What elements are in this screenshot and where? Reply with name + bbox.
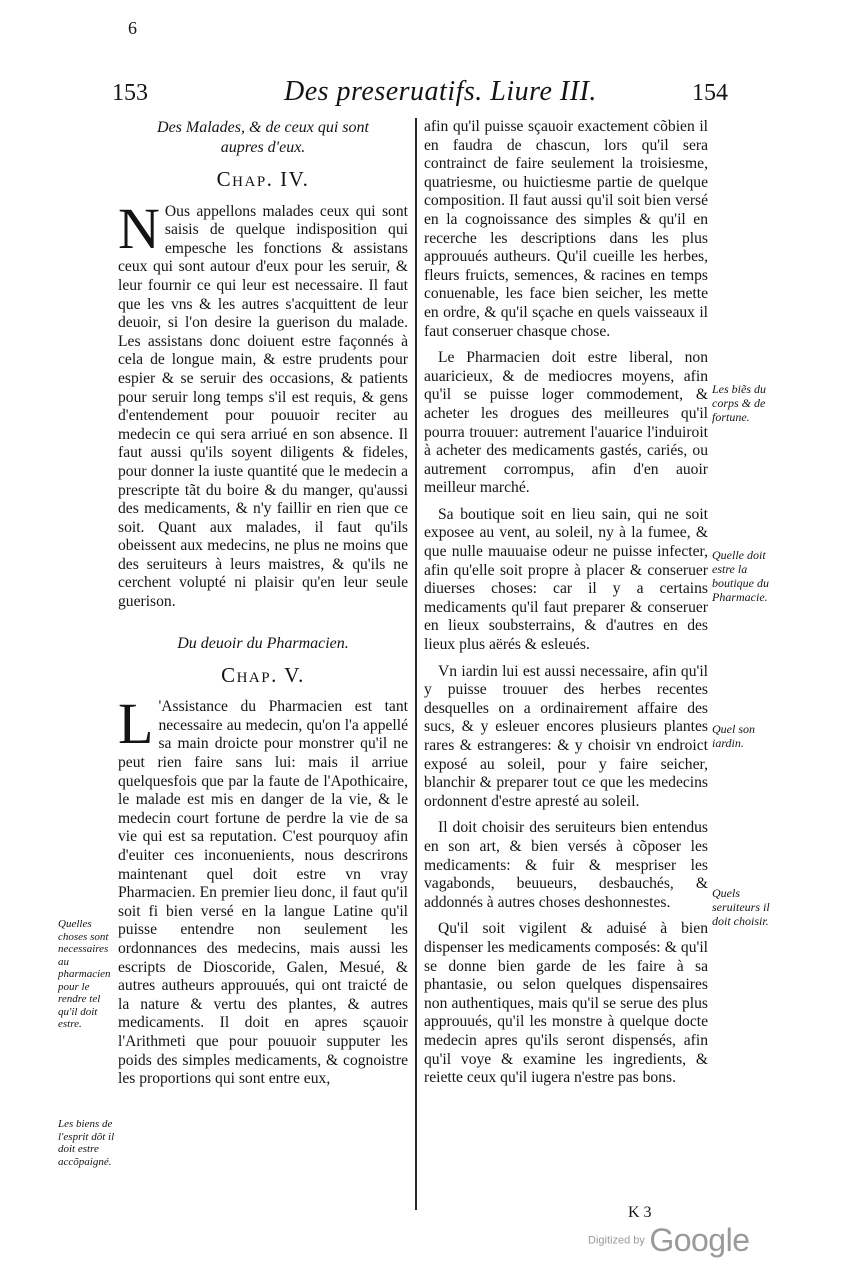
left-column (118, 118, 408, 1089)
google-logo-text: Google (649, 1222, 750, 1258)
chapter-5-paragraph (118, 691, 408, 1088)
chapter-5-drop-cap: L (118, 691, 154, 757)
margin-note-biens-du-corps: Les biẽs du corps & de fortune. (712, 382, 766, 424)
margin-note-boutique: Quelle doit estre la boutique du Pharmacie. (712, 548, 769, 604)
corner-mark: 6 (128, 18, 137, 38)
paragraph-liberal: Le Pharmacien doit estre liberal, non auaricieux, & de mediocres moyens, afin qu'il se puisse loger commodement, & acheter les drogues des meilleures qu'il pourra trouuer: autrement l'auarice l'induiroit à acheter des medicaments gastés, cariés, ou autrement corrompus, afin d'en auoir meilleur marché. (424, 349, 708, 497)
chapter-4-subtitle-line-1: Des Malades, & de ceux qui sont (157, 119, 369, 136)
margin-note-seruiteurs: Quels seruiteurs il doit choisir. (712, 886, 770, 928)
page-number-right: 154 (692, 80, 728, 106)
right-column (424, 118, 708, 1088)
digitized-by-google-watermark (588, 1222, 750, 1259)
chapter-4-subtitle-line-2: aupres d'eux. (220, 139, 306, 156)
page-number-left: 153 (112, 80, 148, 106)
chapter-5-heading: Chap. V. (221, 662, 305, 687)
chapter-4-paragraph (118, 195, 408, 612)
page-header (0, 76, 854, 120)
chapter-5-paragraph-text: 'Assistance du Pharmacien est tant necessaire au medecin, qu'on l'a appellé sa main droicte pour monstrer qu'il ne peut rien faire sans lui: mais il arriue quelquesfois que par la faute de l'Apothicaire, le malade est mis en danger de la vie, & le medecin court fortune de perdre la vie de sa vie qui est sa reputation. C'est pourquoy afin d'euiter ces inconuenients, nous descrirons maintenant quel doit estre vn vray Pharmacien. En premier lieu donc, il faut qu'il soit fi bien versé en la langue Latine qu'il puisse entendre non seulement les ordonnances des medecins, mais aussi les escripts de Dioscoride, Galen, Mesué, & autres autheurs approuués, qui ont traicté de la nature & vertu des plantes, & autres medicaments. Il doit en apres sçauoir l'Arithmeti que pour pouuoir supputer les poids des simples medicaments, & cognoistre les proportions qui sont entre eux, (118, 698, 408, 1088)
paragraph-seruiteurs: Il doit choisir des seruiteurs bien entendus en son art, & bien versés à cõposer les medicaments: & fuir & mespriser les vagabonds, beuueurs, desbauchés, & addonnés à autres choses deshonnestes. (424, 819, 708, 911)
margin-note-biens-de-l-esprit: Les biens de l'esprit dõt il doit estre accõpaigné. (58, 1118, 115, 1168)
chapter-4-subtitle (118, 118, 408, 158)
chapter-4-paragraph-text: Ous appellons malades ceux qui sont saisis de quelque indisposition qui empesche les fonctions & assistans ceux qui sont autour d'eux pour les seruir, & leur fournir ce qui leur est necessaire. Il faut que les vns & les autres s'acquittent de leur deuoir, si l'on desire la guerison du malade. Les assistans donc doiuent estre façonnés à cela de longue main, & estre prudents pour espier & se seruir des occasions, & patients pour seruir long temps s'il est requis, & gens d'entendement pour pouuoir reciter au medecin ce qui sera arriué en son absence. Il faut aussi qu'ils soyent diligents & fideles, pour donner la iuste quantité que le medecin a prescripte tãt du boire & du manger, qu'aussi des medicaments, & n'y faillir en rien que ce soit. Quant aux malades, il faut qu'ils obeissent aux medecins, ne plus ne moins que des seruiteurs à leurs maistres, & qu'ils ne cerchent volupté ni plaisir qu'en leur seule guerison. (118, 202, 408, 611)
paragraph-jardin: Vn iardin lui est aussi necessaire, afin qu'il y puisse trouuer des herbes recentes desquelles on a ordinairement affaire des sucs, & y esleuer encores plusieurs plantes rares & estrangeres: & y choisir vn endroict exposé au soleil, pour y faire seicher, blanchir & preparer tout ce que les medecins ordonnent d'estre apresté au soleil. (424, 662, 708, 810)
margin-note-jardin: Quel son iardin. (712, 722, 755, 750)
paragraph-boutique: Sa boutique soit en lieu sain, qui ne soit exposee au vent, au soleil, ny à la fumee, & que nulle mauuaise odeur ne puisse infecter, afin qu'elle soit propre à placer & conseruer diuerses choses: car il y a certains medicaments qu'il faut preparer & conseruer en lieux soubsterrains, & d'autres en des lieux plus aërés & esleués. (424, 505, 708, 654)
column-divider (415, 118, 417, 1210)
running-title: Des preseruatifs. Liure III. (284, 76, 597, 107)
margin-note-choses-necessaires: Quelles choses sont necessaires au pharmacien pour le rendre tel qu'il doit estre. (58, 918, 111, 1030)
signature-mark: K 3 (628, 1204, 652, 1221)
chapter-5-subtitle: Du deuoir du Pharmacien. (177, 634, 349, 652)
chapter-4-heading: Chap. IV. (216, 167, 310, 191)
paragraph-continuation: afin qu'il puisse sçauoir exactement cõbien il en faudra de chascun, lors qu'il sera contrainct de faire seulement la troisiesme, quatriesme, ou huictiesme partie de quelque composition. Il faut aussi qu'il soit bien versé en la cognoissance des simples & qu'il en recerche les descriptions dans les plus approuués autheurs. Qu'il cueille les herbes, fleurs fruicts, semences, & racines en temps conuenable, les face bien seicher, les mette en ordre, & qu'il sçache en quels vaisseaux il faut conseruer chasque chose. (424, 118, 708, 340)
digitized-prefix: Digitized by (588, 1234, 645, 1247)
paragraph-vigilent: Qu'il soit vigilent & aduisé à bien dispenser les medicaments composés: & qu'il se donne bien garde de les faire à sa phantasie, ou selon quelques dispensaires non authentiques, mais qu'il se serue des plus approuués, qu'il les monstre à quelque docte medecin apres qu'ils seront dispensés, afin qu'il voye & examine les ingredients, & reiette ceux qu'il iugera n'estre pas bons. (424, 920, 708, 1087)
chapter-4-drop-cap: N (118, 195, 160, 261)
